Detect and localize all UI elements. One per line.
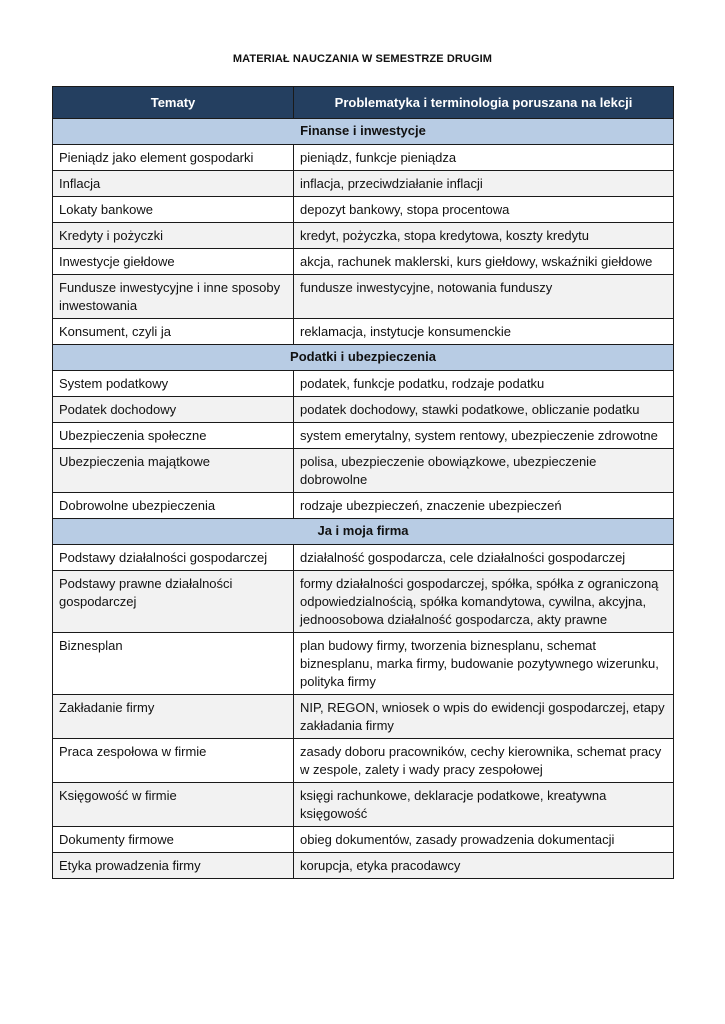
table-row <box>53 571 674 633</box>
table-row <box>53 695 674 739</box>
topic-cell: Podatek dochodowy <box>53 397 294 423</box>
topic-cell: Kredyty i pożyczki <box>53 223 294 249</box>
table-header <box>53 87 674 119</box>
topic-cell: System podatkowy <box>53 371 294 397</box>
table-body <box>53 119 674 879</box>
topic-cell: Etyka prowadzenia firmy <box>53 853 294 879</box>
header-row <box>53 87 674 119</box>
topic-cell: Lokaty bankowe <box>53 197 294 223</box>
topic-cell: Pieniądz jako element gospodarki <box>53 145 294 171</box>
terms-cell: rodzaje ubezpieczeń, znaczenie ubezpieczeń <box>294 493 674 519</box>
topic-cell: Praca zespołowa w firmie <box>53 739 294 783</box>
topic-cell: Inflacja <box>53 171 294 197</box>
terms-cell: podatek, funkcje podatku, rodzaje podatku <box>294 371 674 397</box>
section-title: Podatki i ubezpieczenia <box>53 345 674 371</box>
table-row <box>53 145 674 171</box>
document-title: MATERIAŁ NAUCZANIA W SEMESTRZE DRUGIM <box>232 53 493 65</box>
topic-cell: Zakładanie firmy <box>53 695 294 739</box>
topic-cell: Podstawy działalności gospodarczej <box>53 545 294 571</box>
topic-cell: Podstawy prawne działalności gospodarczej <box>53 571 294 633</box>
terms-cell: formy działalności gospodarczej, spółka, spółka z ograniczoną odpowiedzialnością, spółka komandytowa, cywilna, akcyjna, jednoosobowa działalność gospodarcza, akty prawne <box>294 571 674 633</box>
terms-cell: korupcja, etyka pracodawcy <box>294 853 674 879</box>
topic-cell: Fundusze inwestycyjne i inne sposoby inwestowania <box>53 275 294 319</box>
topic-cell: Inwestycje giełdowe <box>53 249 294 275</box>
curriculum-table <box>52 86 674 879</box>
topic-cell: Dokumenty firmowe <box>53 827 294 853</box>
header-topics: Tematy <box>53 87 294 119</box>
section-header-row <box>53 119 674 145</box>
terms-cell: zasady doboru pracowników, cechy kierownika, schemat pracy w zespole, zalety i wady pracy zespołowej <box>294 739 674 783</box>
table-row <box>53 423 674 449</box>
terms-cell: NIP, REGON, wniosek o wpis do ewidencji gospodarczej, etapy zakładania firmy <box>294 695 674 739</box>
table-row <box>53 197 674 223</box>
table-row <box>53 783 674 827</box>
terms-cell: pieniądz, funkcje pieniądza <box>294 145 674 171</box>
terms-cell: polisa, ubezpieczenie obowiązkowe, ubezpieczenie dobrowolne <box>294 449 674 493</box>
table-row <box>53 827 674 853</box>
table-row <box>53 171 674 197</box>
topic-cell: Dobrowolne ubezpieczenia <box>53 493 294 519</box>
table-row <box>53 275 674 319</box>
terms-cell: podatek dochodowy, stawki podatkowe, obliczanie podatku <box>294 397 674 423</box>
terms-cell: działalność gospodarcza, cele działalności gospodarczej <box>294 545 674 571</box>
terms-cell: reklamacja, instytucje konsumenckie <box>294 319 674 345</box>
topic-cell: Księgowość w firmie <box>53 783 294 827</box>
topic-cell: Biznesplan <box>53 633 294 695</box>
table-row <box>53 739 674 783</box>
table-row <box>53 371 674 397</box>
terms-cell: kredyt, pożyczka, stopa kredytowa, koszty kredytu <box>294 223 674 249</box>
header-terms: Problematyka i terminologia poruszana na lekcji <box>294 87 674 119</box>
table-row <box>53 493 674 519</box>
section-title: Finanse i inwestycje <box>53 119 674 145</box>
topic-cell: Ubezpieczenia społeczne <box>53 423 294 449</box>
table-row <box>53 449 674 493</box>
table-row <box>53 319 674 345</box>
terms-cell: inflacja, przeciwdziałanie inflacji <box>294 171 674 197</box>
terms-cell: depozyt bankowy, stopa procentowa <box>294 197 674 223</box>
table-row <box>53 397 674 423</box>
terms-cell: obieg dokumentów, zasady prowadzenia dokumentacji <box>294 827 674 853</box>
table-row <box>53 545 674 571</box>
table-row <box>53 853 674 879</box>
topic-cell: Ubezpieczenia majątkowe <box>53 449 294 493</box>
section-header-row <box>53 345 674 371</box>
terms-cell: fundusze inwestycyjne, notowania funduszy <box>294 275 674 319</box>
table-row <box>53 223 674 249</box>
table-row <box>53 633 674 695</box>
topic-cell: Konsument, czyli ja <box>53 319 294 345</box>
terms-cell: akcja, rachunek maklerski, kurs giełdowy, wskaźniki giełdowe <box>294 249 674 275</box>
section-title: Ja i moja firma <box>53 519 674 545</box>
terms-cell: system emerytalny, system rentowy, ubezpieczenie zdrowotne <box>294 423 674 449</box>
terms-cell: księgi rachunkowe, deklaracje podatkowe, kreatywna księgowość <box>294 783 674 827</box>
table-row <box>53 249 674 275</box>
terms-cell: plan budowy firmy, tworzenia biznesplanu, schemat biznesplanu, marka firmy, budowanie pozytywnego wizerunku, polityka firmy <box>294 633 674 695</box>
section-header-row <box>53 519 674 545</box>
